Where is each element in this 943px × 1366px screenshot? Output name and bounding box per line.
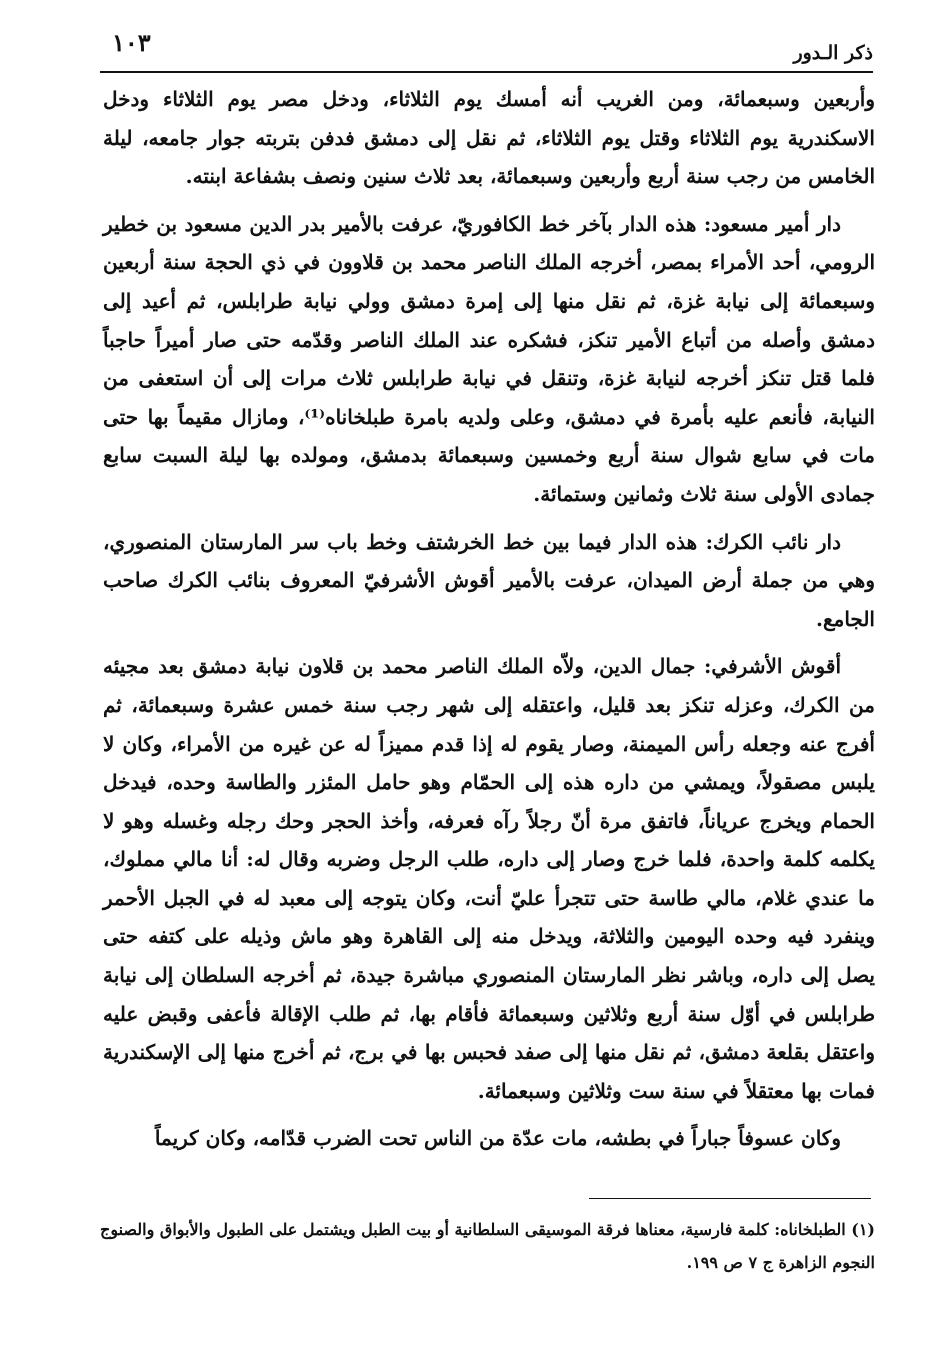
- paragraph-dar-amir-masud: دار أمير مسعود: هذه الدار بآخر خط الكافوريّ، عرفت بالأمير بدر الدين مسعود بن خطير الرومي، أحد الأمراء بمصر، أخرجه الملك الناصر محمد بن قلاوون في ذي الحجة سنة أربعين وسبعمائة إلى نيابة غزة، ثم نقل منها إلى إمرة دمشق وولي نيابة طرابلس، ثم أعيد إلى دمشق وأصله من أتباع الأمير تنكز، فشكره عند الملك الناصر وقدّمه حتى صار أميراً حاجباً فلما قتل تنكز أخرجه لنيابة غزة، وتنقل في نيابة طرابلس ثلاث مرات إلى أن استعفى من النيابة، فأنعم عليه بأمرة في دمشق، وعلى ولديه بامرة طبلخاناه⁽¹⁾، ومازال مقيماً بها حتى مات في سابع شوال سنة أربع وخمسين وسبعمائة بدمشق، ومولده بها ليلة السبت سابع جمادى الأولى سنة ثلاث وثمانين وستمائة.: [103, 211, 875, 506]
- footnote-text: (١) الطبلخاناه: كلمة فارسية، معناها فرقة الموسيقى السلطانية أو بيت الطبل ويشتمل على الطبول والأبواق والصنوج النجوم الزاهرة ج ٧ ص ١٩٩.: [100, 1220, 875, 1272]
- running-header: [100, 28, 873, 70]
- paragraph-continuation: وأربعين وسبعمائة، ومن الغريب أنه أمسك يوم الثلاثاء، ودخل مصر يوم الثلاثاء ودخل الاسكندرية يوم الثلاثاء وقتل يوم الثلاثاء، ثم نقل إلى دمشق فدفن بتربته جوار جامعه، ليلة الخامس من رجب سنة أربع وأربعين وسبعمائة، بعد ثلاث سنين ونصف بشفاعة ابنته.: [103, 87, 875, 189]
- paragraph-closing: وكان عسوفاً جباراً في بطشه، مات عدّة من الناس تحت الضرب قدّامه، وكان كريماً: [154, 1126, 841, 1151]
- page-number: ١٠٣: [112, 28, 151, 57]
- running-title: ذكر الـدور: [793, 42, 873, 64]
- paragraph-aqush-alashrafi: أقوش الأشرفي: جمال الدين، ولاّه الملك الناصر محمد بن قلاون نيابة دمشق بعد مجيئه من الكرك، وعزله تنكز بعد قليل، واعتقله إلى شهر رجب سنة خمس عشرة وسبعمائة، ثم أفرج عنه وجعله رأس الميمنة، وصار يقوم له إذا قدم مميزاً له عن غيره من الأمراء، وكان لا يلبس مصقولاً، ويمشي من داره هذه إلى الحمّام وهو حامل المئزر والطاسة وحده، فيدخل الحمام ويخرج عرياناً، فاتفق مرة أنّ رجلاً رآه فعرفه، وأخذ الحجر وحك رجله وغسله وهو لا يكلمه كلمة واحدة، فلما خرج وصار إلى داره، طلب الرجل وضربه وقال له: أنا مالي مملوك، ما عندي غلام، مالي طاسة حتى تتجرأ عليّ أنت، وكان يتوجه إلى معبد له في الجبل الأحمر وينفرد فيه وحده اليومين والثلاثة، ويدخل منه إلى القاهرة وهو ماش وذيله على كتفه حتى يصل إلى داره، وباشر نظر المارستان المنصوري مباشرة جيدة، ثم أخرجه السلطان إلى نيابة طرابلس في أوّل سنة أربع وثلاثين وسبعمائة فأقام بها، ثم طلب الإقالة فأعفى وقبض عليه واعتقل بقلعة دمشق، ثم نقل منها إلى صفد فحبس بها في برج، ثم أخرج منها إلى الإسكندرية فمات بها معتقلاً في سنة ست وثلاثين وسبعمائة.: [103, 654, 875, 1103]
- paragraph-dar-naib-alkarak: دار نائب الكرك: هذه الدار فيما بين خط الخرشتف وخط باب سر المارستان المنصوري، وهي من جملة أرض الميدان، عرفت بالأمير أقوش الأشرفيّ المعروف بنائب الكرك صاحب الجامع.: [103, 529, 875, 631]
- header-rule: [100, 71, 873, 73]
- main-text: [103, 80, 875, 1167]
- footnote: [100, 1213, 875, 1279]
- footnote-rule: [589, 1198, 871, 1199]
